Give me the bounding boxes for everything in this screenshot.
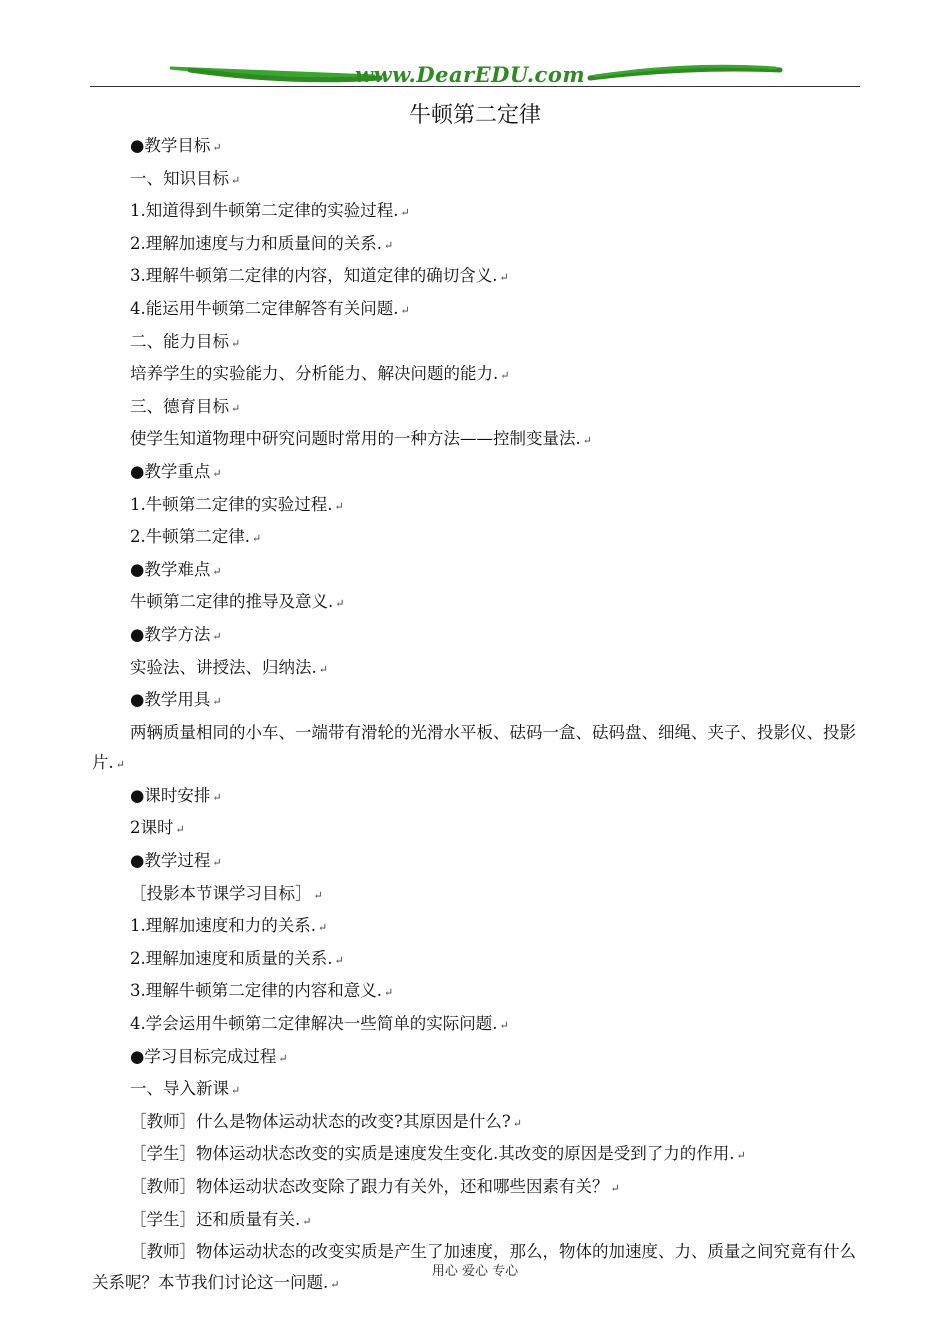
paragraph-line	[92, 261, 862, 294]
paragraph-mark-icon: ↵	[175, 823, 185, 837]
paragraph-mark-icon: ↵	[278, 1051, 288, 1065]
paragraph-text: ●教学目标	[130, 136, 211, 155]
paragraph-line	[92, 1009, 862, 1042]
paragraph-text: 一、导入新课	[130, 1079, 229, 1099]
paragraph-text: ●教学难点	[130, 559, 211, 579]
paragraph-text: ●教学过程	[130, 851, 211, 871]
paragraph-mark-icon: ↵	[212, 856, 222, 870]
paragraph-text: 2课时	[130, 818, 174, 838]
header-divider	[90, 86, 860, 87]
paragraph-line	[92, 294, 862, 327]
paragraph-mark-icon: ↵	[212, 564, 222, 578]
paragraph-mark-icon: ↵	[231, 336, 241, 350]
paragraph-text: ［教师］物体运动状态改变除了跟力有关外，还和哪些因素有关？	[130, 1177, 609, 1196]
paragraph-mark-icon: ↵	[335, 597, 345, 611]
paragraph-line	[92, 359, 862, 392]
paragraph-line	[92, 457, 862, 490]
paragraph-text: ●课时安排	[130, 785, 211, 805]
paragraph-line	[92, 620, 862, 653]
paragraph-mark-icon: ↵	[384, 238, 394, 252]
paragraph-line	[92, 164, 862, 197]
paragraph-mark-icon: ↵	[582, 434, 592, 448]
paragraph-mark-icon: ↵	[212, 141, 222, 154]
page-footer: 用心 爱心 专心	[431, 1264, 519, 1279]
paragraph-text: 2.牛顿第二定律.	[130, 527, 250, 547]
paragraph-text: 使学生知道物理中研究问题时常用的一种方法——控制变量法.	[130, 429, 581, 449]
paragraph-mark-icon: ↵	[384, 986, 394, 1000]
paragraph-mark-icon: ↵	[231, 173, 241, 187]
paragraph-line	[92, 718, 862, 781]
paragraph-line	[92, 131, 862, 164]
paragraph-line	[92, 911, 862, 944]
paragraph-text: 1.知道得到牛顿第二定律的实验过程.	[130, 201, 399, 221]
paragraph-line	[92, 1107, 862, 1140]
paragraph-line	[92, 229, 862, 262]
paragraph-line	[92, 1042, 862, 1075]
paragraph-mark-icon: ↵	[610, 1182, 620, 1195]
paragraph-text: 3.理解牛顿第二定律的内容，知道定律的确切含义.	[130, 266, 498, 286]
paragraph-text: ●教学重点	[130, 461, 211, 481]
paragraph-text: ●学习目标完成过程	[130, 1046, 277, 1066]
paragraph-mark-icon: ↵	[318, 921, 328, 935]
paragraph-text: 1.牛顿第二定律的实验过程.	[130, 494, 333, 514]
paragraph-mark-icon: ↵	[318, 662, 328, 676]
paragraph-mark-icon: ↵	[231, 401, 241, 415]
paragraph-mark-icon: ↵	[313, 888, 323, 902]
paragraph-line	[92, 327, 862, 360]
paragraph-mark-icon: ↵	[212, 695, 222, 709]
paragraph-line	[92, 879, 862, 912]
paragraph-mark-icon: ↵	[330, 1277, 340, 1291]
paragraph-text: ［教师］什么是物体运动状态的改变?其原因是什么?	[130, 1111, 511, 1131]
paragraph-mark-icon: ↵	[252, 532, 262, 546]
paragraph-mark-icon: ↵	[500, 369, 510, 383]
paragraph-mark-icon: ↵	[115, 758, 125, 772]
paragraph-line	[92, 424, 862, 457]
site-logo-text: www.DearEDU.com	[354, 62, 586, 87]
paragraph-mark-icon: ↵	[499, 271, 509, 285]
paragraph-mark-icon: ↵	[334, 953, 344, 967]
paragraph-line	[92, 944, 862, 977]
paragraph-text: ［学生］还和质量有关.	[130, 1209, 301, 1229]
paragraph-text: 牛顿第二定律的推导及意义.	[130, 592, 334, 612]
paragraph-line	[92, 555, 862, 588]
paragraph-mark-icon: ↵	[736, 1149, 746, 1163]
paragraph-line	[92, 813, 862, 846]
paragraph-text: 实验法、讲授法、归纳法.	[130, 657, 317, 677]
paragraph-text: 三、德育目标	[130, 396, 229, 416]
paragraph-mark-icon: ↵	[302, 1214, 312, 1228]
paragraph-text: 2.理解加速度与力和质量间的关系.	[130, 233, 382, 253]
paragraph-line	[92, 781, 862, 814]
paragraph-text: ［学生］物体运动状态改变的实质是速度发生变化.其改变的原因是受到了力的作用.	[130, 1144, 735, 1164]
document-body	[92, 131, 862, 1300]
paragraph-line	[92, 976, 862, 1009]
paragraph-mark-icon: ↵	[400, 206, 410, 220]
paragraph-line	[92, 1074, 862, 1107]
paragraph-mark-icon: ↵	[212, 466, 222, 480]
paragraph-text: 1.理解加速度和力的关系.	[130, 916, 316, 936]
paragraph-line	[92, 1139, 862, 1172]
paragraph-mark-icon: ↵	[212, 790, 222, 804]
paragraph-line	[92, 587, 862, 620]
paragraph-line	[92, 685, 862, 718]
paragraph-text: ●教学方法	[130, 624, 211, 644]
paragraph-text: ［教师］物体运动状态的改变实质是产生了加速度，那么，物体的加速度、力、质量之间究竟有什么关系呢？本节我们讨论这一问题.	[92, 1242, 856, 1292]
paragraph-mark-icon: ↵	[334, 499, 344, 513]
paragraph-mark-icon: ↵	[212, 629, 222, 643]
paragraph-text: 二、能力目标	[130, 331, 229, 351]
paragraph-text: 培养学生的实验能力、分析能力、解决问题的能力.	[130, 364, 499, 384]
paragraph-line	[92, 196, 862, 229]
paragraph-mark-icon: ↵	[231, 1084, 241, 1098]
paragraph-line	[92, 653, 862, 686]
paragraph-text: 4.学会运用牛顿第二定律解决一些简单的实际问题.	[130, 1014, 498, 1034]
paragraph-text: 2.理解加速度和质量的关系.	[130, 948, 333, 968]
paragraph-text: 3.理解牛顿第二定律的内容和意义.	[130, 981, 382, 1001]
paragraph-text: 一、知识目标	[130, 168, 229, 188]
paragraph-line	[92, 1205, 862, 1238]
paragraph-text: 两辆质量相同的小车、一端带有滑轮的光滑水平板、砝码一盒、砝码盘、细绳、夹子、投影仪、投影片.	[92, 722, 856, 773]
paragraph-text: 4.能运用牛顿第二定律解答有关问题.	[130, 298, 399, 318]
paragraph-text: ［投影本节课学习目标］	[130, 883, 312, 903]
paragraph-mark-icon: ↵	[499, 1019, 509, 1033]
paragraph-line	[92, 490, 862, 523]
paragraph-text: ●教学用具	[130, 690, 211, 710]
paragraph-mark-icon: ↵	[400, 303, 410, 317]
paragraph-mark-icon: ↵	[512, 1116, 522, 1130]
document-title: 牛顿第二定律	[408, 103, 541, 128]
paragraph-line	[92, 522, 862, 555]
paragraph-line	[92, 846, 862, 879]
paragraph-line	[92, 392, 862, 425]
paragraph-line	[92, 1172, 862, 1205]
